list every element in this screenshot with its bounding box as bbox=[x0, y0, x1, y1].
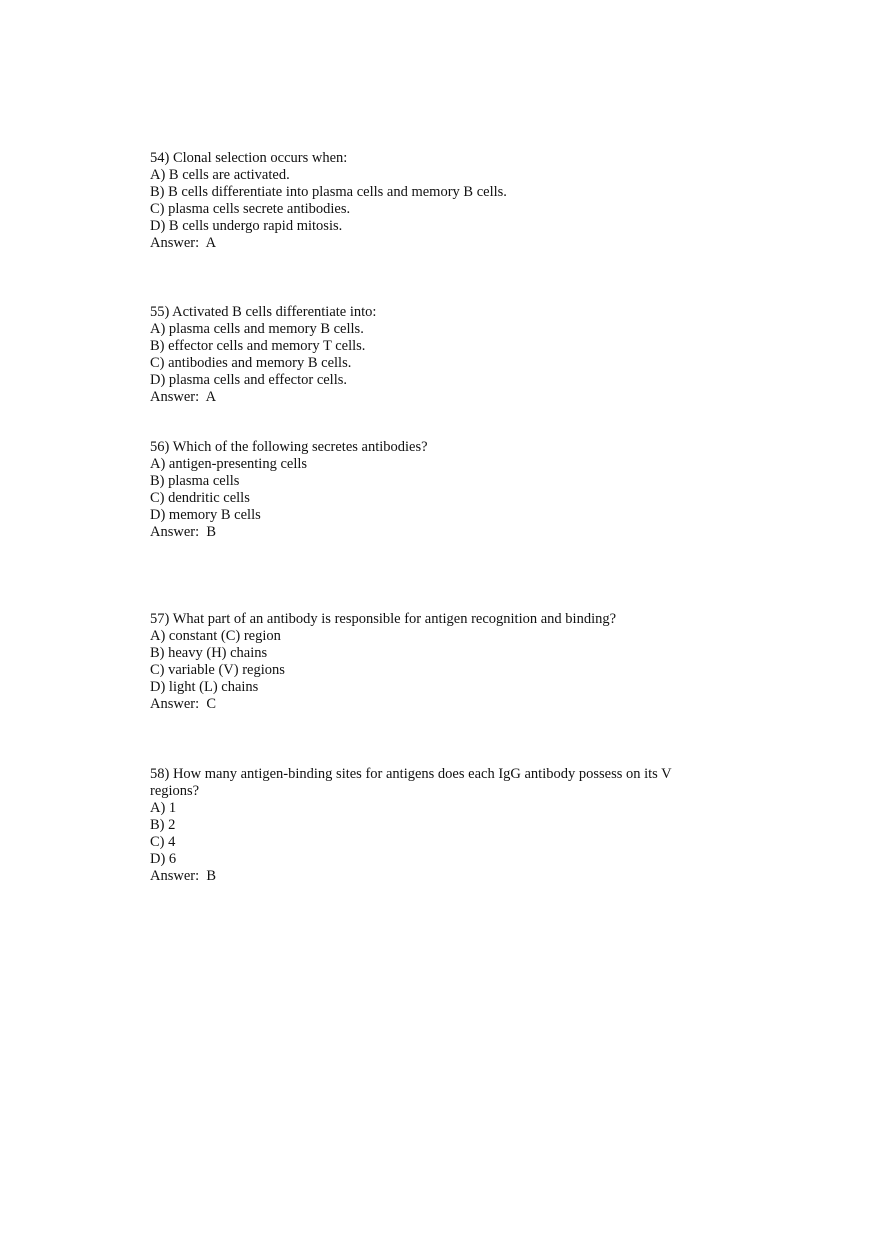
option-b: B) heavy (H) chains bbox=[150, 645, 268, 661]
question-56 bbox=[150, 439, 710, 541]
option-d: D) light (L) chains bbox=[150, 679, 259, 695]
option-a: A) B cells are activated. bbox=[150, 167, 290, 183]
question-54 bbox=[150, 150, 710, 252]
question-text: 56) Which of the following secretes antibodies? bbox=[150, 439, 428, 455]
answer: Answer: B bbox=[150, 524, 217, 540]
answer: Answer: B bbox=[150, 868, 217, 884]
option-b: B) effector cells and memory T cells. bbox=[150, 338, 366, 354]
question-57 bbox=[150, 611, 710, 713]
option-d: D) B cells undergo rapid mitosis. bbox=[150, 218, 343, 234]
answer: Answer: C bbox=[150, 696, 217, 712]
option-a: A) plasma cells and memory B cells. bbox=[150, 321, 364, 337]
option-a: A) 1 bbox=[150, 800, 177, 816]
option-d: D) memory B cells bbox=[150, 507, 261, 523]
option-b: B) plasma cells bbox=[150, 473, 240, 489]
option-b: B) 2 bbox=[150, 817, 176, 833]
answer: Answer: A bbox=[150, 235, 217, 251]
option-c: C) plasma cells secrete antibodies. bbox=[150, 201, 351, 217]
option-a: A) antigen-presenting cells bbox=[150, 456, 308, 472]
answer: Answer: A bbox=[150, 389, 217, 405]
option-c: C) dendritic cells bbox=[150, 490, 250, 506]
option-c: C) antibodies and memory B cells. bbox=[150, 355, 352, 371]
question-text: 55) Activated B cells differentiate into: bbox=[150, 304, 377, 320]
question-text: 58) How many antigen-binding sites for antigens does each IgG antibody possess on its V regions? bbox=[150, 766, 672, 799]
option-c: C) 4 bbox=[150, 834, 176, 850]
option-a: A) constant (C) region bbox=[150, 628, 281, 644]
question-58 bbox=[150, 766, 710, 885]
question-text: 57) What part of an antibody is responsible for antigen recognition and binding? bbox=[150, 611, 617, 627]
option-c: C) variable (V) regions bbox=[150, 662, 285, 678]
question-55 bbox=[150, 304, 710, 406]
option-b: B) B cells differentiate into plasma cells and memory B cells. bbox=[150, 184, 507, 200]
option-d: D) 6 bbox=[150, 851, 177, 867]
question-text: 54) Clonal selection occurs when: bbox=[150, 150, 348, 166]
option-d: D) plasma cells and effector cells. bbox=[150, 372, 348, 388]
